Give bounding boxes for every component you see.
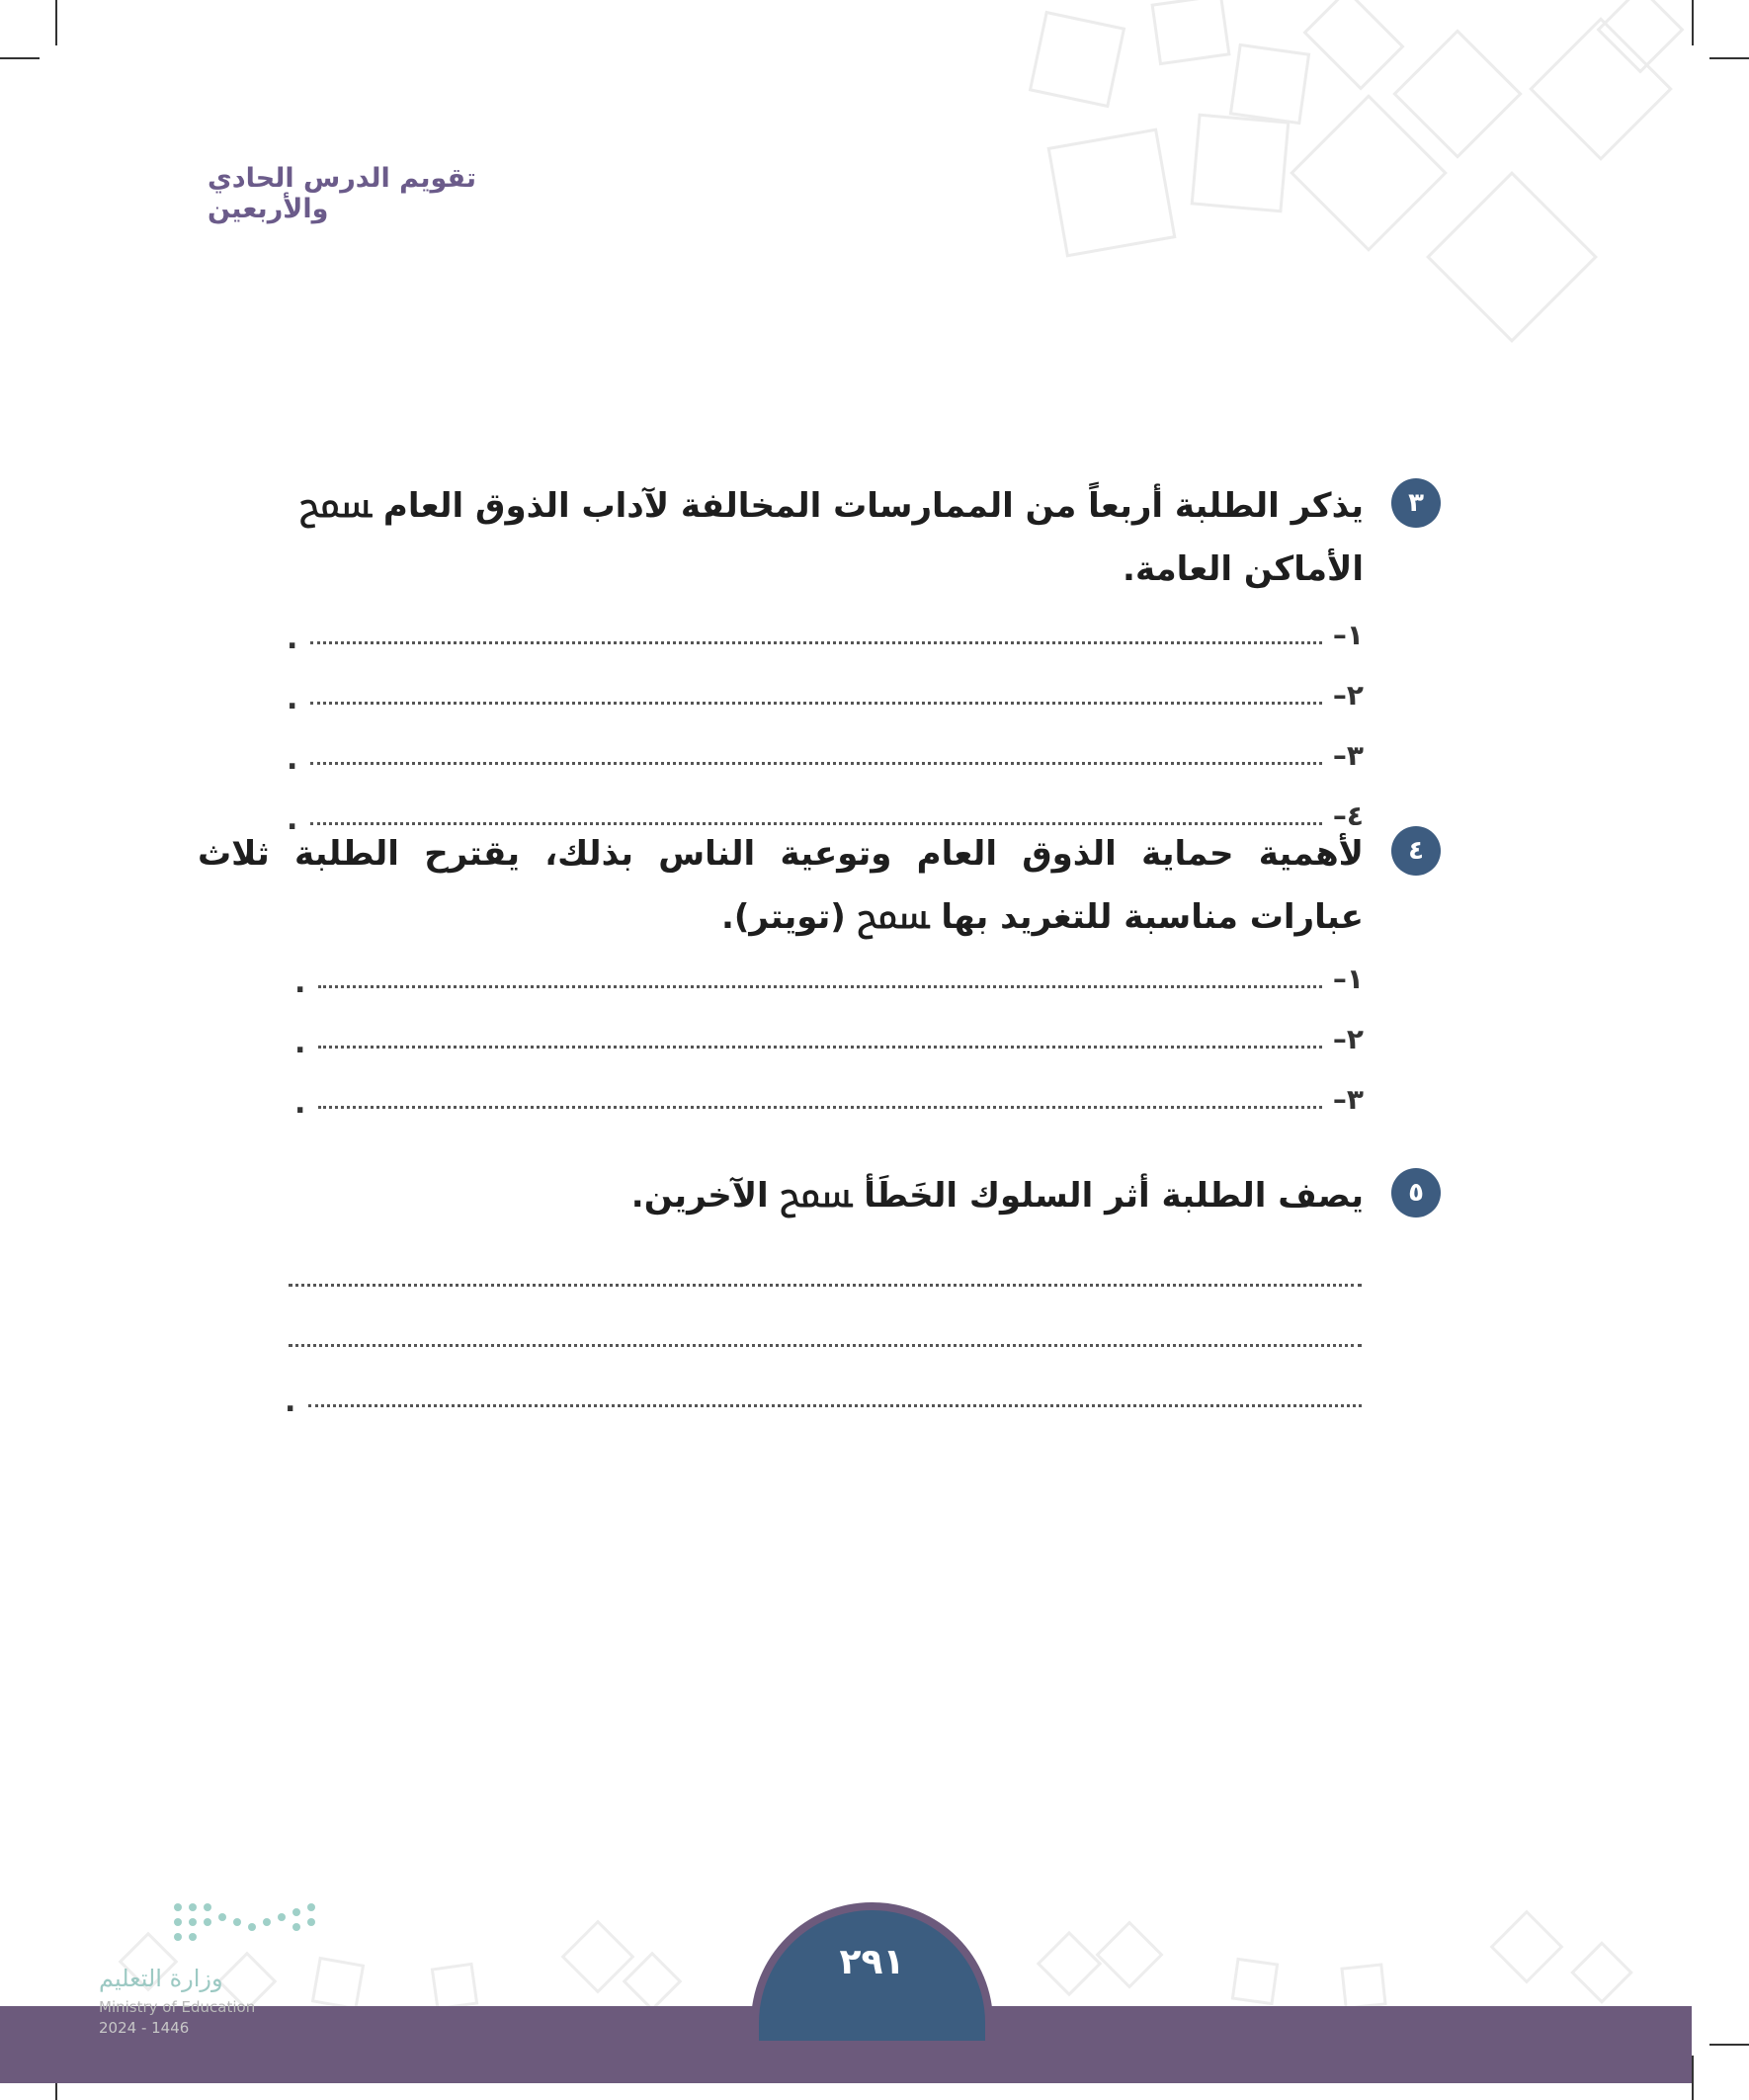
dotted-line <box>308 1404 1362 1407</box>
answer-line[interactable] <box>287 665 1364 725</box>
line-number: ١– <box>1332 619 1364 651</box>
dotted-line <box>310 702 1322 705</box>
crop-mark <box>0 57 40 59</box>
lesson-header-title: تقويم الدرس الحادي والأربعين <box>208 163 476 224</box>
dotted-line <box>318 985 1322 988</box>
question-number-badge: ٥ <box>1391 1168 1441 1218</box>
answer-line[interactable] <box>287 725 1364 786</box>
edition-year: 2024 - 1446 <box>99 2019 190 2037</box>
line-end-dot: . <box>285 1385 296 1419</box>
question-3 <box>198 474 1441 846</box>
question-number-badge: ٤ <box>1391 826 1441 876</box>
answer-line[interactable] <box>285 1307 1364 1368</box>
question-text: يذكر الطلبة أربعاً من الممارسات المخالفة لآداب الذوق العام ﵟ الأماكن العامة. <box>299 486 1364 589</box>
answer-line[interactable] <box>285 1247 1364 1307</box>
question-5 <box>198 1164 1441 1428</box>
dotted-line <box>310 641 1322 644</box>
question-4 <box>198 822 1441 1130</box>
answer-line[interactable] <box>294 949 1364 1009</box>
ministry-logo-arabic: وزارة التعليم <box>99 1965 223 1992</box>
answer-line[interactable] <box>287 605 1364 665</box>
line-number: ٢– <box>1332 679 1364 712</box>
ministry-logo-english: Ministry of Education <box>99 1998 256 2016</box>
dotted-line <box>318 1046 1322 1049</box>
answer-line[interactable] <box>294 1009 1364 1069</box>
line-end-dot: . <box>294 966 306 1000</box>
decorative-pattern <box>998 0 1749 356</box>
line-number: ٣– <box>1332 739 1364 772</box>
line-end-dot: . <box>294 1026 306 1060</box>
dotted-line <box>318 1106 1322 1109</box>
question-number-badge: ٣ <box>1391 478 1441 528</box>
line-end-dot: . <box>287 682 298 716</box>
dotted-line <box>310 762 1322 765</box>
question-text: لأهمية حماية الذوق العام وتوعية الناس بذلك، يقترح الطلبة ثلاث عبارات مناسبة للتغريد بها ﵟ (تويتر). <box>198 834 1364 937</box>
answer-line[interactable] <box>294 1069 1364 1130</box>
line-end-dot: . <box>287 622 298 656</box>
dotted-line <box>289 1344 1362 1347</box>
answer-line[interactable] <box>285 1368 1364 1428</box>
line-number: ٢– <box>1332 1023 1364 1055</box>
page-number: ٢٩١ <box>839 1942 905 1982</box>
question-text: يصف الطلبة أثر السلوك الخَطَأ ﵟ الآخرين. <box>630 1176 1364 1216</box>
line-end-dot: . <box>287 802 298 837</box>
line-number: ١– <box>1332 963 1364 995</box>
crop-mark <box>55 0 57 45</box>
line-number: ٣– <box>1332 1083 1364 1116</box>
line-number: ٤– <box>1332 799 1364 832</box>
dotted-line <box>289 1284 1362 1287</box>
line-end-dot: . <box>287 742 298 777</box>
line-end-dot: . <box>294 1086 306 1121</box>
